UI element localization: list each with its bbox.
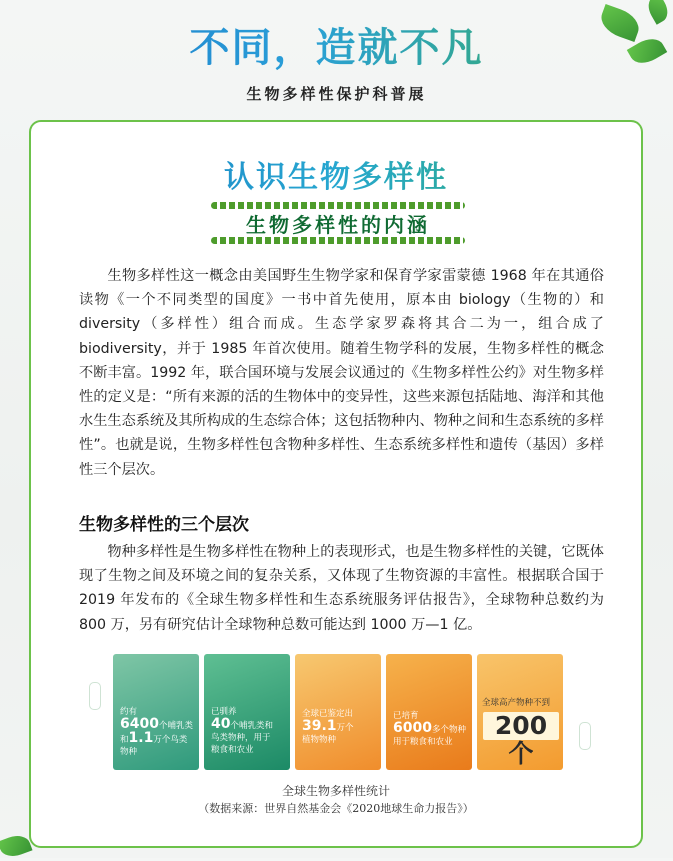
stat-tile-domesticated: 已驯养 40个哺乳类和 鸟类物种，用于 粮食和农业	[204, 654, 290, 770]
stats-source: （数据来源：世界自然基金会《2020地球生命力报告》）	[198, 802, 474, 815]
intro-paragraph: 生物多样性这一概念由美国野生生物学家和保育学家雷蒙德 1968 年在其通俗读物《一个不同类型的国度》一书中首先使用，原本由 biology（生物的）和 diversity（多样性）组合而成。生态学家罗森将其合二为一，组合成了 biodiversity，并于 1985 年首次使用。随着生物学科的发展，生物多样性的概念不断丰富。1992 年，联合国环境与发展会议通过的《生物多样性公约》对生物多样性的定义是：“所有来源的活的生物体中的变异性，这些来源包括陆地、海洋和其他水生生态系统及其所构成的生态综合体；这包括物种内、物种之间和生态系统的多样性”。也就是说，生物多样性包含物种多样性、生态系统多样性和遗传（基因）多样性三个层次。	[79, 268, 604, 478]
stat-tile-cultivated: 已培育 6000多个物种 用于粮食和农业	[386, 654, 472, 770]
cactus-decoration	[89, 682, 101, 710]
stat-tile-high-yield: 全球高产物种不到 200个	[477, 654, 563, 770]
cactus-decoration	[579, 722, 591, 750]
sprig-top-decoration	[211, 202, 465, 209]
stat-tile-mammals-birds: 约有 6400个哺乳类 和1.1万个鸟类物种	[113, 654, 199, 770]
page-subtitle: 生物多样性保护科普展	[246, 85, 427, 103]
section-title: 认识生物多样性	[31, 152, 641, 196]
stats-tiles	[113, 654, 563, 770]
levels-heading: 生物多样性的三个层次	[79, 515, 249, 535]
leaf-decoration	[0, 831, 33, 860]
stat-tile-plants: 全球已鉴定出 39.1万个 植物物种	[295, 654, 381, 770]
stats-caption: 全球生物多样性统计	[281, 784, 390, 798]
section-subtitle: 生物多样性的内涵	[246, 213, 430, 237]
subtitle-band	[211, 202, 465, 244]
content-card	[29, 120, 643, 848]
sprig-bottom-decoration	[211, 237, 465, 244]
species-paragraph: 物种多样性是生物多样性在物种上的表现形式，也是生物多样性的关键，它既体现了生物之间及环境之间的复杂关系，又体现了生物资源的丰富性。根据联合国于 2019 年发布的《全球生物多样性和生态系统服务评估报告》，全球物种总数约为 800 万，另有研究估计全球物种总数可能达到 1000 万—1 亿。	[79, 544, 604, 633]
page-title: 不同，造就不凡	[0, 16, 673, 73]
